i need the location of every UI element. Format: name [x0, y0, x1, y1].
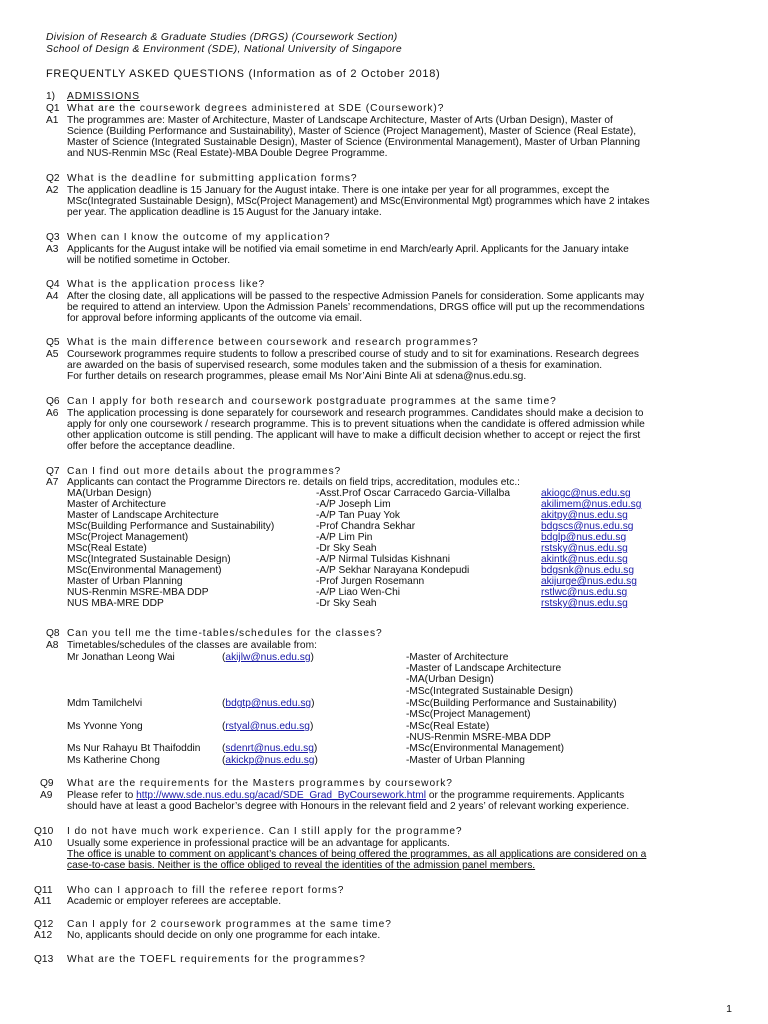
- q3-tag: Q3: [46, 232, 60, 243]
- q10-question: I do not have much work experience. Can I still apply for the programme?: [67, 826, 463, 837]
- a9-line: should have at least a good Bachelor’s degree with Honours in the relevant field and 2 years’ of relevant working experience.: [67, 801, 630, 812]
- director-email-link[interactable]: rstlwc@nus.edu.sg: [541, 587, 628, 598]
- q1-tag: Q1: [46, 103, 60, 114]
- a1-line: Science (Building Performance and Sustainability), Master of Science (Project Management), Master of Science (Real Estate),: [67, 126, 637, 137]
- header-line-1: Division of Research & Graduate Studies (DRGS) (Coursework Section): [46, 32, 398, 43]
- schedule-programme: -MSc(Building Performance and Sustainability): [406, 698, 617, 709]
- contact-email: (sdenrt@nus.edu.sg): [222, 743, 318, 754]
- q11-tag: Q11: [34, 885, 53, 896]
- q13-question: What are the TOEFL requirements for the programmes?: [67, 954, 366, 965]
- director-email-link[interactable]: rstsky@nus.edu.sg: [541, 543, 628, 554]
- q8-tag: Q8: [46, 628, 60, 639]
- q5-question: What is the main difference between coursework and research programmes?: [67, 337, 479, 348]
- q7-tag: Q7: [46, 466, 60, 477]
- q11-question: Who can I approach to fill the referee report forms?: [67, 885, 345, 896]
- director-email-link[interactable]: akijurge@nus.edu.sg: [541, 576, 637, 587]
- contact-name: Ms Katherine Chong: [67, 755, 160, 766]
- a4-line: for approval before informing applicants of the outcome via email.: [67, 313, 363, 324]
- director-programme: Master of Urban Planning: [67, 576, 183, 587]
- a3-line: will be notified sometime in October.: [67, 255, 231, 266]
- a2-line: The application deadline is 15 January for the August intake. There is one intake per year for all programmes, except the: [67, 185, 610, 196]
- schedule-programme: -MSc(Real Estate): [406, 721, 490, 732]
- a8-tag: A8: [46, 640, 59, 651]
- a1-tag: A1: [46, 115, 59, 126]
- a3-tag: A3: [46, 244, 59, 255]
- a5-tag: A5: [46, 349, 59, 360]
- a8-line: Timetables/schedules of the classes are available from:: [67, 640, 317, 651]
- q6-tag: Q6: [46, 396, 60, 407]
- director-name: -Prof Chandra Sekhar: [316, 521, 416, 532]
- a4-line: be required to attend an interview. Upon the Admission Panels’ recommendations, DRGS office will put up the recommendations: [67, 302, 645, 313]
- schedule-programme: -NUS-Renmin MSRE-MBA DDP: [406, 732, 551, 743]
- contact-email: (akickp@nus.edu.sg): [222, 755, 318, 766]
- contact-email-link[interactable]: akickp@nus.edu.sg: [225, 755, 315, 766]
- director-name: -A/P Lim Pin: [316, 532, 373, 543]
- q6-question: Can I apply for both research and coursework postgraduate programmes at the same time?: [67, 396, 557, 407]
- director-programme: MSc(Project Management): [67, 532, 189, 543]
- a5-line: Coursework programmes require students to follow a prescribed course of study and to sit for examinations. Research degrees: [67, 349, 639, 360]
- a1-line: The programmes are: Master of Architecture, Master of Landscape Architecture, Master of Arts (Urban Design), Master of: [67, 115, 613, 126]
- director-programme: Master of Landscape Architecture: [67, 510, 219, 521]
- director-email-link[interactable]: bdglp@nus.edu.sg: [541, 532, 627, 543]
- a10-line: Usually some experience in professional practice will be an advantage for applicants.: [67, 838, 450, 849]
- a6-tag: A6: [46, 408, 59, 419]
- director-programme: MSc(Environmental Management): [67, 565, 222, 576]
- a2-line: MSc(Integrated Sustainable Design), MSc(Project Management) and MSc(Environmental Mgt) programmes which have 2 intakes: [67, 196, 650, 207]
- a10-note: The office is unable to comment on applicant’s chances of being offered the programmes, as all applications are considered on a: [67, 849, 647, 860]
- q13-tag: Q13: [34, 954, 54, 965]
- schedule-programme: -MSc(Environmental Management): [406, 743, 564, 754]
- director-programme: MSc(Integrated Sustainable Design): [67, 554, 231, 565]
- director-name: -A/P Nirmal Tulsidas Kishnani: [316, 554, 450, 565]
- director-name: -A/P Sekhar Narayana Kondepudi: [316, 565, 470, 576]
- director-name: -A/P Tan Puay Yok: [316, 510, 401, 521]
- q8-question: Can you tell me the time-tables/schedules for the classes?: [67, 628, 383, 639]
- a9-text: or the programme requirements. Applicants: [426, 790, 625, 801]
- section-title: ADMISSIONS: [67, 91, 140, 102]
- director-email-link[interactable]: akintk@nus.edu.sg: [541, 554, 628, 565]
- contact-email: (bdgtp@nus.edu.sg): [222, 698, 315, 709]
- schedule-programme: -MSc(Project Management): [406, 709, 531, 720]
- contact-email: (rstyal@nus.edu.sg): [222, 721, 314, 732]
- schedule-programme: -Master of Urban Planning: [406, 755, 525, 766]
- q12-question: Can I apply for 2 coursework programmes at the same time?: [67, 919, 392, 930]
- q12-tag: Q12: [34, 919, 54, 930]
- q5-tag: Q5: [46, 337, 60, 348]
- director-email-link[interactable]: akilimem@nus.edu.sg: [541, 499, 642, 510]
- q2-tag: Q2: [46, 173, 60, 184]
- director-name: -Dr Sky Seah: [316, 543, 377, 554]
- director-email-link[interactable]: rstsky@nus.edu.sg: [541, 598, 628, 609]
- a4-line: After the closing date, all applications will be passed to the respective Admission Panels for consideration. Some applicants may: [67, 291, 645, 302]
- a6-line: The application processing is done separately for coursework and research programmes. Candidates should make a decision to: [67, 408, 644, 419]
- director-name: -Asst.Prof Oscar Carracedo Garcia-Villalba: [316, 488, 511, 499]
- contact-email-link[interactable]: sdenrt@nus.edu.sg: [225, 743, 314, 754]
- director-name: -Dr Sky Seah: [316, 598, 377, 609]
- director-email-link[interactable]: bdgsnk@nus.edu.sg: [541, 565, 635, 576]
- q2-question: What is the deadline for submitting application forms?: [67, 173, 358, 184]
- q7-question: Can I find out more details about the programmes?: [67, 466, 342, 477]
- schedule-programme: -Master of Architecture: [406, 652, 509, 663]
- a9-tag: A9: [40, 790, 53, 801]
- director-programme: MSc(Real Estate): [67, 543, 147, 554]
- director-programme: NUS-Renmin MSRE-MBA DDP: [67, 587, 209, 598]
- schedule-programme: -Master of Landscape Architecture: [406, 663, 562, 674]
- director-email-link[interactable]: akitpy@nus.edu.sg: [541, 510, 628, 521]
- director-name: -A/P Liao Wen-Chi: [316, 587, 400, 598]
- q3-question: When can I know the outcome of my application?: [67, 232, 331, 243]
- a6-line: apply for only one coursework / research programme. This is to prevent situations when the candidate is offered admission while: [67, 419, 645, 430]
- a2-line: per year. The application deadline is 15 August for the January intake.: [67, 207, 382, 218]
- q4-tag: Q4: [46, 279, 60, 290]
- contact-name: Ms Nur Rahayu Bt Thaifoddin: [67, 743, 201, 754]
- contact-email-link[interactable]: akijlw@nus.edu.sg: [225, 652, 311, 663]
- a7-tag: A7: [46, 477, 59, 488]
- director-programme: MSc(Building Performance and Sustainability): [67, 521, 275, 532]
- a7-line: Applicants can contact the Programme Directors re. details on field trips, accreditation, modules etc.:: [67, 477, 520, 488]
- contact-email-link[interactable]: bdgtp@nus.edu.sg: [225, 698, 312, 709]
- contact-email-link[interactable]: rstyal@nus.edu.sg: [225, 721, 310, 732]
- contact-name: Mr Jonathan Leong Wai: [67, 652, 175, 663]
- a6-line: offer before the acceptance deadline.: [67, 441, 236, 452]
- a5-line: For further details on research programmes, please email Ms Nor’Aini Binte Ali at sdena@nus.edu.sg.: [67, 371, 527, 382]
- page-number: 1: [726, 1003, 732, 1015]
- contact-name: Ms Yvonne Yong: [67, 721, 143, 732]
- a10-note: case-to-case basis. Neither is the office obliged to reveal the identities of the admission panel members.: [67, 860, 536, 871]
- schedule-programme: -MA(Urban Design): [406, 674, 494, 685]
- a9-line: [67, 790, 624, 801]
- a11-line: Academic or employer referees are acceptable.: [67, 896, 282, 907]
- schedule-programme: -MSc(Integrated Sustainable Design): [406, 686, 574, 697]
- a2-tag: A2: [46, 185, 59, 196]
- q10-tag: Q10: [34, 826, 54, 837]
- a10-tag: A10: [34, 838, 53, 849]
- a9-text: Please refer to: [67, 790, 137, 801]
- director-programme: MA(Urban Design): [67, 488, 152, 499]
- a12-tag: A12: [34, 930, 53, 941]
- a12-line: No, applicants should decide on only one programme for each intake.: [67, 930, 381, 941]
- a4-tag: A4: [46, 291, 59, 302]
- a11-tag: A11: [34, 896, 52, 907]
- page-title: FREQUENTLY ASKED QUESTIONS (Information as of 2 October 2018): [46, 68, 441, 80]
- programme-requirements-link[interactable]: http://www.sde.nus.edu.sg/acad/SDE_Grad_ByCoursework.html: [136, 790, 427, 801]
- director-name: -A/P Joseph Lim: [316, 499, 391, 510]
- contact-email: (akijlw@nus.edu.sg): [222, 652, 314, 663]
- q1-question: What are the coursework degrees administered at SDE (Coursework)?: [67, 103, 445, 114]
- director-email-link[interactable]: akiogc@nus.edu.sg: [541, 488, 631, 499]
- a1-line: Master of Science (Integrated Sustainable Design), Master of Science (Environmental Management), Master of Urban Planning: [67, 137, 641, 148]
- director-programme: Master of Architecture: [67, 499, 167, 510]
- director-programme: NUS MBA-MRE DDP: [67, 598, 164, 609]
- a6-line: other application outcome is still pending. The applicant will have to make a difficult decision whether to accept or reject the first: [67, 430, 641, 441]
- a5-line: are awarded on the basis of supervised research, some modules taken and the submission of a thesis for examination.: [67, 360, 603, 371]
- a3-line: Applicants for the August intake will be notified via email sometime in end March/early April. Applicants for the January intake: [67, 244, 629, 255]
- q9-tag: Q9: [40, 778, 54, 789]
- section-number: 1): [46, 91, 56, 102]
- q9-question: What are the requirements for the Masters programmes by coursework?: [67, 778, 453, 789]
- q4-question: What is the application process like?: [67, 279, 266, 290]
- director-name: -Prof Jurgen Rosemann: [316, 576, 425, 587]
- contact-name: Mdm Tamilchelvi: [67, 698, 143, 709]
- director-email-link[interactable]: bdgscs@nus.edu.sg: [541, 521, 634, 532]
- a1-line: and NUS-Renmin MSc (Real Estate)-MBA Double Degree Programme.: [67, 148, 388, 159]
- header-line-2: School of Design & Environment (SDE), National University of Singapore: [46, 44, 402, 55]
